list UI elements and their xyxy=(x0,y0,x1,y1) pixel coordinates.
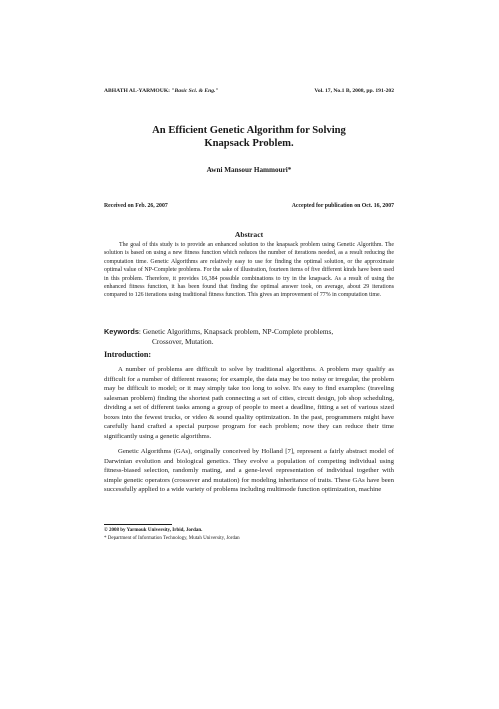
publication-dates xyxy=(104,203,394,209)
introduction-heading: Introduction: xyxy=(104,350,152,359)
keywords-line-2: Crossover, Mutation. xyxy=(152,336,214,346)
journal-name: ABHATH AL-YARMOUK: "Basic Sci. & Eng." xyxy=(104,88,219,94)
introduction-body xyxy=(104,365,394,501)
title-line-2: Knapsack Problem. xyxy=(204,138,294,149)
running-head xyxy=(104,88,394,94)
abstract-text: The goal of this study is to provide an enhanced solution to the knapsack problem using Genetic Algorithm. The solution is based on using a new fitness function which reduces the number of iterations needed, as a result reducing the computation time. Genetic Algorithms are relatively easy to use for finding the optimal solution, or the approximate optimal value of NP-Complete problems. For the sake of illustration, fourteen items of five different kinds have been used in this problem. Therefore, it provides 16,384 possible combinations to try in the knapsack. As a result of using the enhanced fitness function, it has been found that finding the optimal answer took, on average, about 29 iterations compared to 126 iterations using traditional fitness function. This gives an improvement of 77% in computation time. xyxy=(104,242,394,299)
footnote-divider xyxy=(104,524,172,525)
paper-title xyxy=(104,124,394,150)
copyright-footnote: © 2008 by Yarmouk University, Irbid, Jordan. xyxy=(104,528,203,533)
abstract-heading: Abstract xyxy=(234,230,264,239)
introduction-paragraph-1: A number of problems are difficult to solve by traditional algorithms. A problem may qualify as difficult for a number of different reasons; for example, the data may be too noisy or irregular, the problem may be difficult to model; or it may simply take too long to solve. It's easy to find examples: (traveling salesman problem) finding the shortest path connecting a set of cities, circuit design, job shop scheduling, dividing a set of different tasks among a group of people to meet a deadline, fitting a set of various sized boxes into the fewest trucks, or video & sound quality optimization. In the past, programmers might have carefully hand crafted a special purpose program for each problem; now they can reduce their time significantly using a genetic algorithms. xyxy=(104,366,394,440)
volume-pages: Vol. 17, No.1 B, 2008, pp. 191-202 xyxy=(314,88,394,94)
keywords xyxy=(104,327,394,346)
introduction-paragraph-2: Genetic Algorithms (GAs), originally conceived by Holland [7], represent a fairly abstract model of Darwinian evolution and biological genetics. They evolve a population of competing individual using fitness-biased selection, randomly mating, and a gene-level representation of individual together with simple genetic operators (crossover and mutation) for modeling inheritance of traits. These GAs have been successfully applied to a wide variety of problems including multimode function optimization, machine xyxy=(104,448,394,493)
keywords-line-1: : Genetic Algorithms, Knapsack problem, NP-Complete problems, xyxy=(138,327,334,336)
accepted-date: Accepted for publication on Oct. 16, 2007 xyxy=(291,203,394,209)
author-name: Awni Mansour Hammouri* xyxy=(206,166,292,174)
keywords-label: Keywords xyxy=(104,327,139,336)
affiliation-footnote: * Department of Information Technology, Mutah University, Jordan xyxy=(104,536,240,541)
title-line-1: An Efficient Genetic Algorithm for Solving xyxy=(152,125,346,136)
received-date: Received on Feb. 26, 2007 xyxy=(104,203,168,209)
